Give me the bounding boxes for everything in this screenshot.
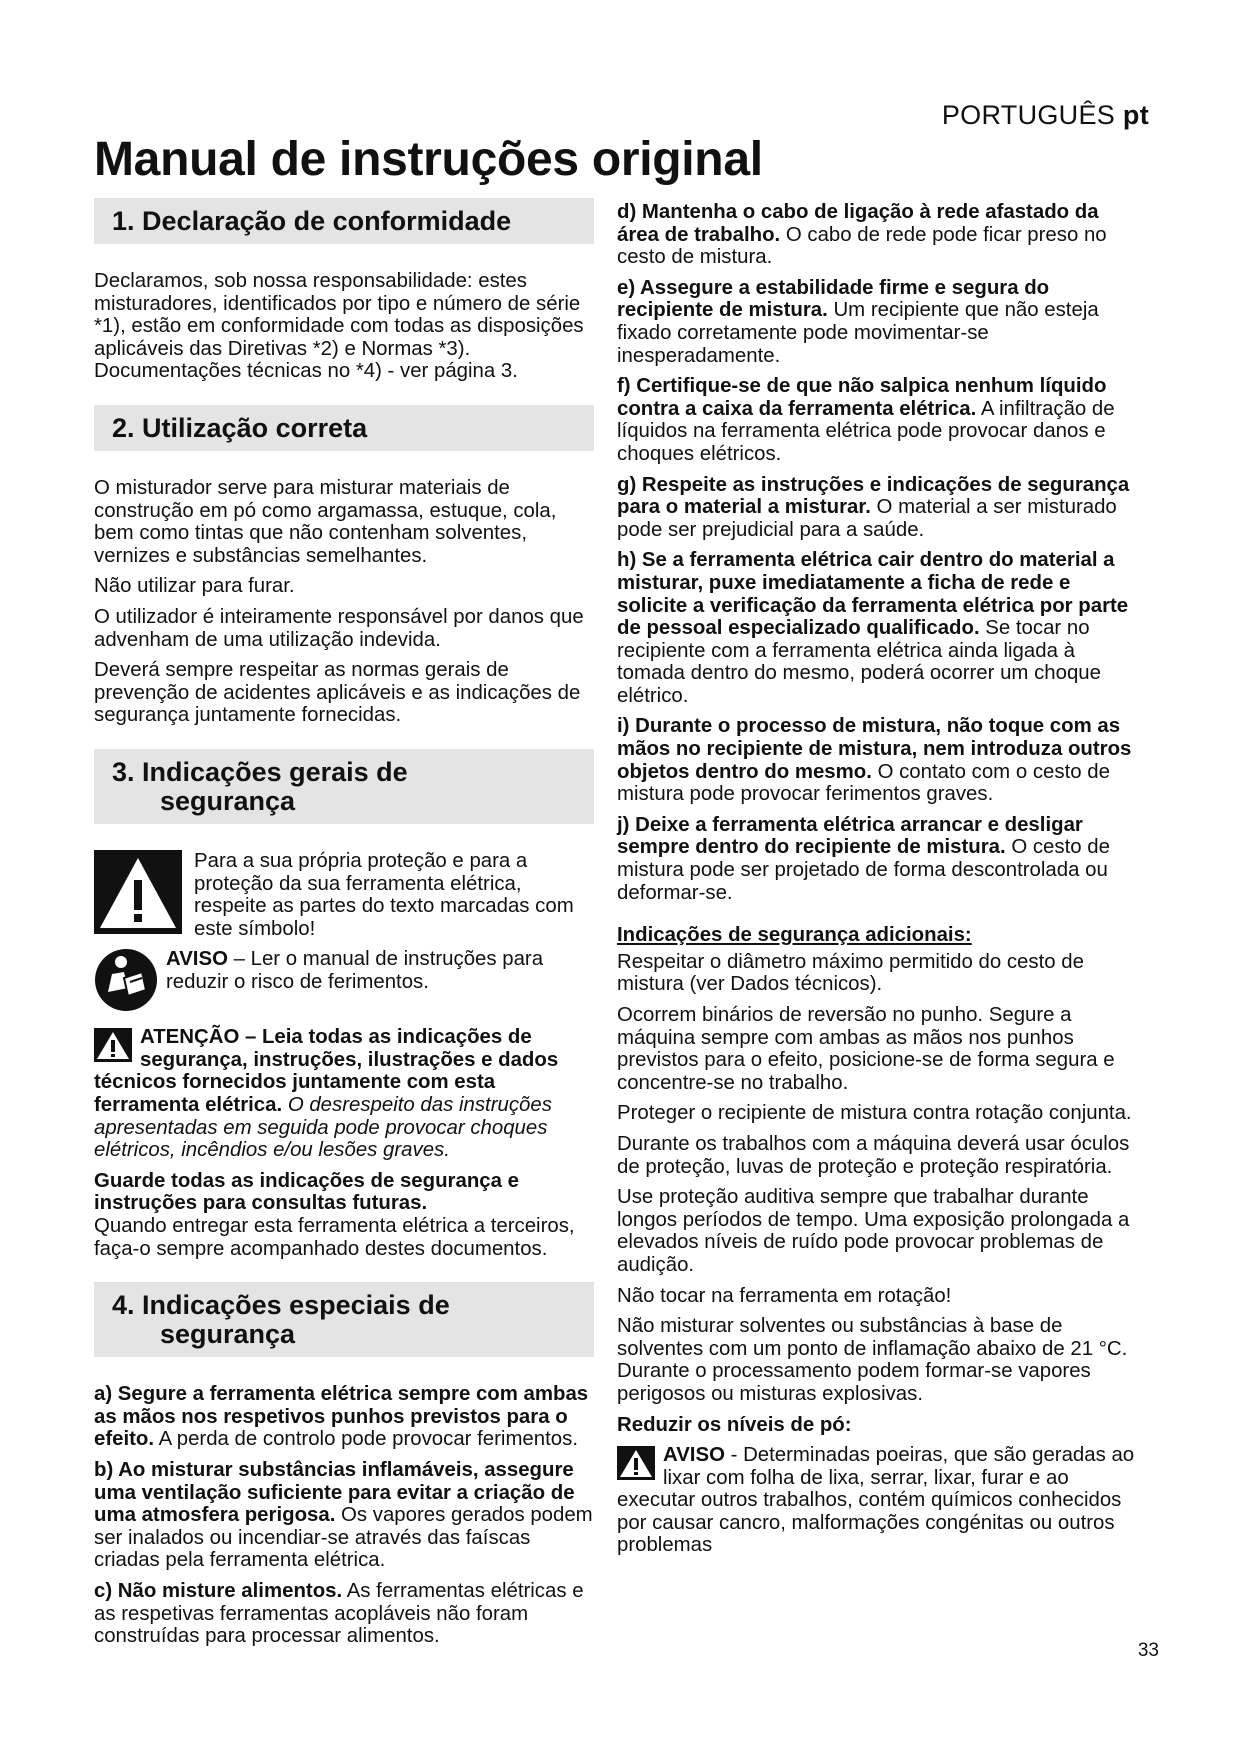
liability-text: O utilizador é inteiramente responsável por danos que advenham de uma utilização indevida. xyxy=(94,605,584,651)
no-drilling-text: Não utilizar para furar. xyxy=(94,575,295,598)
additional-safety-5: Use proteção auditiva sempre que trabalhar durante longos períodos de tempo. Uma exposição prolongada a elevados níveis de ruído pode provocar problemas de audição. xyxy=(617,1186,1130,1276)
additional-safety-3: Proteger o recipiente de mistura contra rotação conjunta. xyxy=(617,1102,1132,1125)
warning-triangle-icon xyxy=(94,850,182,934)
attention-bold: ATENÇÃO – Leia todas as indicações de segurança, instruções, ilustrações e dados técnicos fornecidos juntamente com esta ferramenta elétrica. xyxy=(94,1026,559,1117)
attention-italic: O desrespeito das instruções apresentadas em seguida pode provocar choques elétricos, incêndios e/ou lesões graves. xyxy=(94,1094,552,1162)
read-manual-icon xyxy=(94,948,158,1012)
language-name: PORTUGUÊS xyxy=(941,100,1116,130)
safety-item-f: f) Certifique-se de que não salpica nenhum líquido contra a caixa da ferramenta elétrica. A infiltração de líquidos na ferramenta elétrica pode provocar danos e choques elétricos. xyxy=(617,375,1115,465)
additional-safety-1: Respeitar o diâmetro máximo permitido do cesto de mistura (ver Dados técnicos). xyxy=(617,950,1084,996)
safety-item-e: e) Assegure a estabilidade firme e segura do recipiente de mistura. Um recipiente que não esteja fixado corretamente pode movimentar-se inesperadamente. xyxy=(617,276,1099,367)
declaration-text: Declaramos, sob nossa responsabilidade: estes misturadores, identificados por tipo e número de série *1), estão em conformidade com todas as disposições aplicáveis das Diretivas *2) e Normas *3). Documentações técnicas no *4) - ver página 3. xyxy=(94,270,584,383)
symbol-explanation xyxy=(94,850,594,940)
page-number: 33 xyxy=(1137,1640,1159,1661)
safety-item-b: b) Ao misturar substâncias inflamáveis, assegure uma ventilação suficiente para evitar a criação de uma atmosfera perigosa. Os vapores gerados podem ser inalados ou incendiar-se através das faíscas criadas pela ferramenta elétrica. xyxy=(94,1459,593,1572)
dust-heading: Reduzir os níveis de pó: xyxy=(617,1413,852,1436)
attention-paragraph xyxy=(94,1026,594,1162)
additional-safety-7: Não misturar solventes ou substâncias à base de solventes com um ponto de inflamação abaixo de 21 °C. Durante o processamento podem formar-se vapores perigosos ou misturas explosivas. xyxy=(617,1315,1128,1405)
language-code: pt xyxy=(1122,100,1149,130)
language-header xyxy=(942,100,1149,131)
safety-item-c: c) Não misture alimentos. As ferramentas elétricas e as respetivas ferramentas acopláveis não foram construídas para processar alimentos. xyxy=(94,1579,584,1648)
aviso-text: – Ler o manual de instruções para reduzir o risco de ferimentos. xyxy=(166,948,544,993)
additional-safety-4: Durante os trabalhos com a máquina deverá usar óculos de proteção, luvas de proteção e proteção respiratória. xyxy=(617,1132,1130,1178)
keep-instructions-bold: Guarde todas as indicações de segurança e instruções para consultas futuras. xyxy=(94,1169,519,1215)
warning-triangle-icon xyxy=(94,1028,132,1062)
read-manual-warning xyxy=(94,948,594,1012)
dust-warning-text: - Determinadas poeiras, que são geradas ao lixar com folha de lixa, serrar, lixar, furar e ao executar outros trabalhos, contém químicos conhecidos por causar cancro, malformações congénitas ou outros problemas xyxy=(617,1444,1135,1557)
accident-prevention-text: Deverá sempre respeitar as normas gerais de prevenção de acidentes aplicáveis e as indicações de segurança juntamente fornecidas. xyxy=(94,659,581,727)
keep-instructions-text: Quando entregar esta ferramenta elétrica a terceiros, faça-o sempre acompanhado destes documentos. xyxy=(94,1215,575,1260)
warning-triangle-icon xyxy=(617,1446,655,1480)
safety-item-j: j) Deixe a ferramenta elétrica arrancar e desligar sempre dentro do recipiente de mistura. O cesto de mistura pode ser projetado de forma descontrolada ou deformar-se. xyxy=(617,813,1110,904)
section-3-heading: 3. Indicações gerais de segurança xyxy=(94,749,594,824)
section-1-heading: 1. Declaração de conformidade xyxy=(94,198,594,244)
right-column xyxy=(617,201,1137,1565)
section-2-heading: 2. Utilização correta xyxy=(94,405,594,451)
dust-aviso-label: AVISO xyxy=(663,1444,725,1467)
additional-safety-heading: Indicações de segurança adicionais: xyxy=(617,924,972,947)
intended-use-text: O misturador serve para misturar materiais de construção em pó como argamassa, estuque, cola, bem como tintas que não contenham solventes, vernizes e substâncias semelhantes. xyxy=(94,476,557,567)
additional-safety-2: Ocorrem binários de reversão no punho. Segure a máquina sempre com ambas as mãos nos punhos previstos para o efeito, posicione-se de forma segura e concentre-se no trabalho. xyxy=(617,1004,1115,1094)
symbol-explanation-text: Para a sua própria proteção e para a proteção da sua ferramenta elétrica, respeite as partes do texto marcadas com este símbolo! xyxy=(194,849,574,940)
section-4-heading: 4. Indicações especiais de segurança xyxy=(94,1282,594,1357)
page-title: Manual de instruções original xyxy=(94,133,763,186)
safety-item-g: g) Respeite as instruções e indicações de segurança para o material a misturar. O material a ser misturado pode ser prejudicial para a saúde. xyxy=(617,473,1130,541)
safety-item-a: a) Segure a ferramenta elétrica sempre com ambas as mãos nos respetivos punhos previstos para o efeito. A perda de controlo pode provocar ferimentos. xyxy=(94,1383,589,1451)
safety-item-d: d) Mantenha o cabo de ligação à rede afastado da área de trabalho. O cabo de rede pode ficar preso no cesto de mistura. xyxy=(617,201,1107,269)
additional-safety-6: Não tocar na ferramenta em rotação! xyxy=(617,1284,952,1307)
left-column xyxy=(94,198,594,1656)
safety-item-i: i) Durante o processo de mistura, não toque com as mãos no recipiente de mistura, nem introduza outros objetos dentro do mesmo. O contato com o cesto de mistura pode provocar ferimentos graves. xyxy=(617,715,1132,806)
aviso-label: AVISO xyxy=(166,948,228,971)
dust-warning xyxy=(617,1444,1137,1557)
safety-item-h: h) Se a ferramenta elétrica cair dentro do material a misturar, puxe imediatamente a ficha de rede e solicite a verificação da ferramenta elétrica por parte de pessoal especializado qualificado. Se tocar no recipiente com a ferramenta elétrica ainda ligada à tomada dentro do mesmo, poderá ocorrer um choque elétrico. xyxy=(617,549,1129,707)
keep-instructions xyxy=(94,1170,594,1260)
